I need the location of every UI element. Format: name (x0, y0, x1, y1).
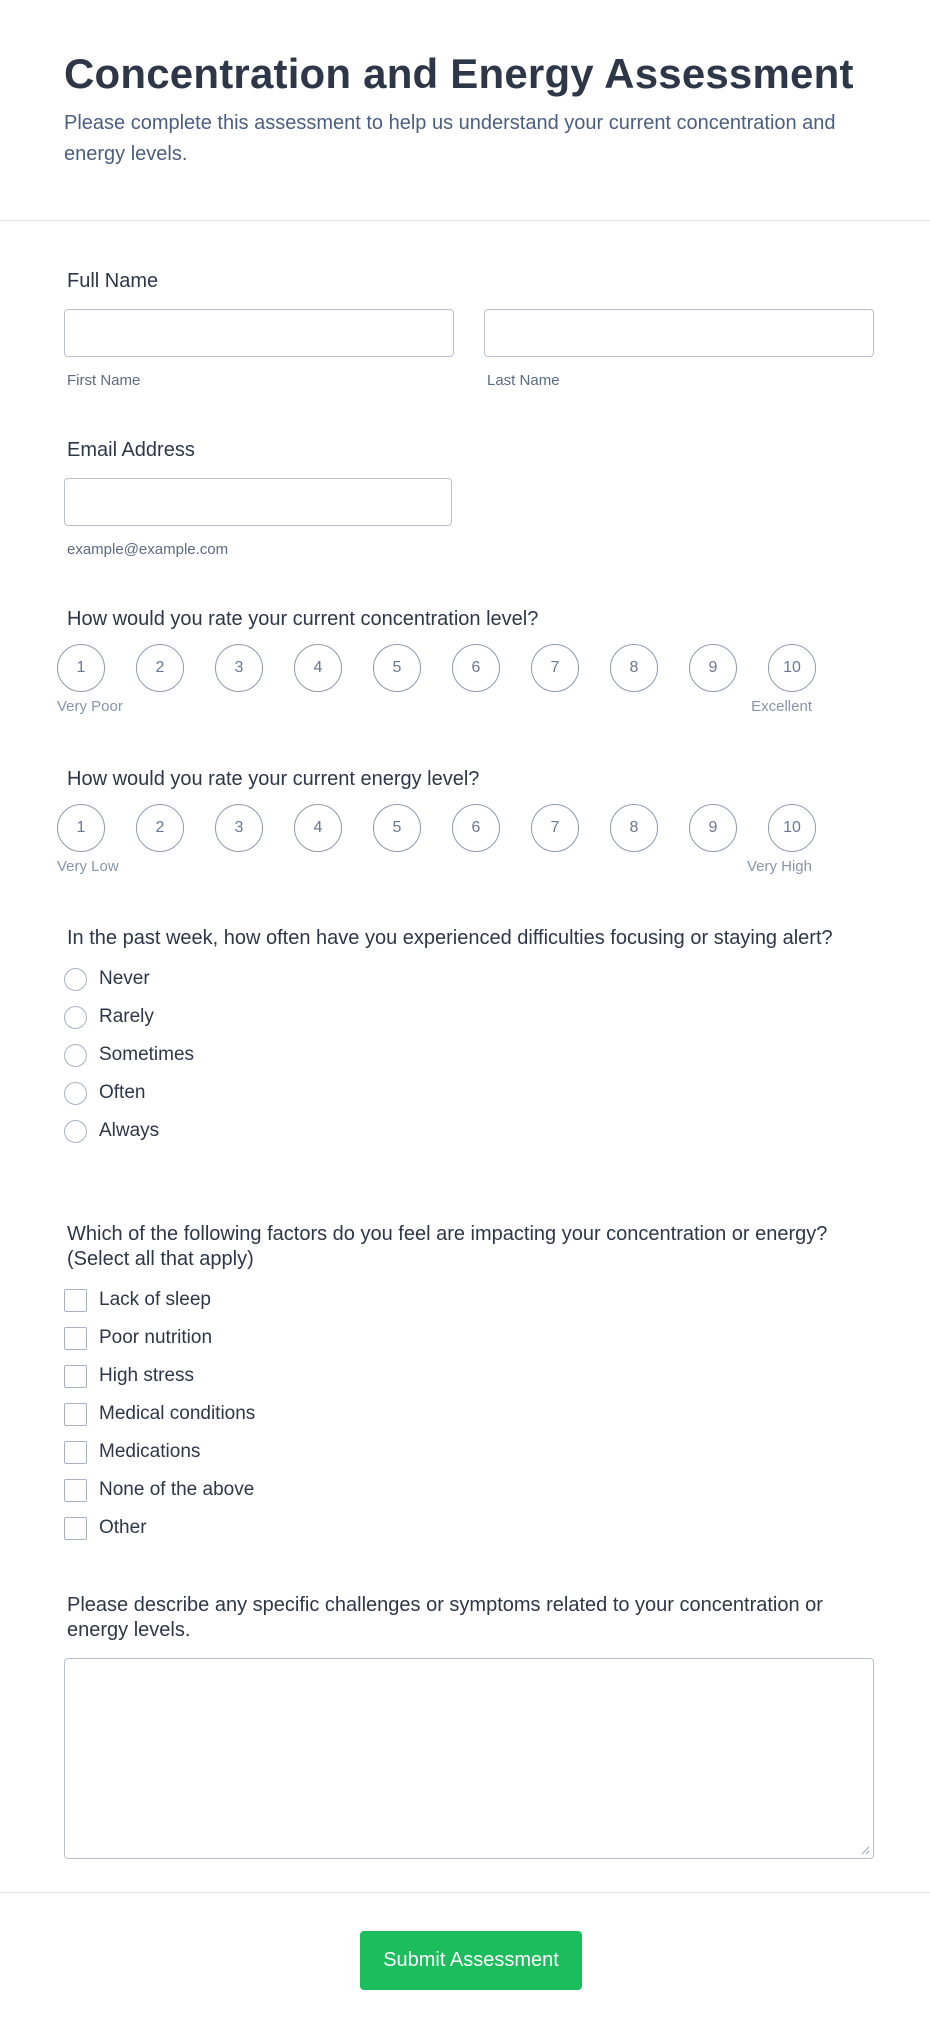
factors-section (64, 1222, 857, 1547)
concentration-min-label: Very Poor (57, 698, 123, 715)
last-name-sublabel: Last Name (487, 372, 560, 389)
difficulty-option-label: Always (99, 1120, 160, 1141)
full-name-label: Full Name (67, 270, 159, 292)
concentration-rating-option[interactable]: 2 (136, 644, 184, 692)
concentration-rating-option[interactable]: 6 (452, 644, 500, 692)
challenges-question: Please describe any specific challenges or symptoms related to your concentration or energy levels. (67, 1594, 823, 1641)
factors-question: Which of the following factors do you feel are impacting your concentration or energy? (Select all that apply) (67, 1223, 828, 1270)
energy-rating-option[interactable]: 10 (768, 804, 816, 852)
radio-button[interactable] (64, 1120, 87, 1143)
concentration-section (57, 607, 819, 715)
energy-rating-option[interactable]: 9 (689, 804, 737, 852)
email-label: Email Address (67, 439, 195, 461)
radio-button[interactable] (64, 968, 87, 991)
challenges-textarea[interactable] (64, 1658, 874, 1859)
difficulty-option[interactable] (64, 960, 833, 998)
concentration-max-label: Excellent (751, 698, 812, 715)
checkbox[interactable] (64, 1517, 87, 1540)
last-name-input[interactable] (484, 309, 874, 357)
difficulty-option-label: Rarely (99, 1006, 154, 1027)
energy-rating-option[interactable]: 6 (452, 804, 500, 852)
factors-option[interactable] (64, 1471, 857, 1509)
energy-max-label: Very High (746, 858, 812, 875)
factors-option-label: Lack of sleep (99, 1289, 211, 1310)
difficulty-option-label: Sometimes (99, 1044, 195, 1065)
page-title: Concentration and Energy Assessment (64, 50, 854, 97)
checkbox[interactable] (64, 1327, 87, 1350)
energy-rating-option[interactable]: 2 (136, 804, 184, 852)
page-description: Please complete this assessment to help us understand your current concentration and energy levels. (64, 112, 836, 165)
factors-option-label: Poor nutrition (99, 1327, 213, 1348)
difficulty-option[interactable] (64, 1112, 833, 1150)
concentration-rating-option[interactable]: 4 (294, 644, 342, 692)
factors-option-label: None of the above (99, 1479, 255, 1500)
concentration-rating (57, 644, 819, 692)
factors-option[interactable] (64, 1281, 857, 1319)
checkbox[interactable] (64, 1365, 87, 1388)
radio-button[interactable] (64, 1044, 87, 1067)
energy-rating-option[interactable]: 7 (531, 804, 579, 852)
full-name-section (64, 270, 874, 389)
first-name-sublabel: First Name (67, 372, 141, 389)
checkbox[interactable] (64, 1479, 87, 1502)
energy-rating-option[interactable]: 5 (373, 804, 421, 852)
difficulty-option-label: Often (99, 1082, 146, 1103)
checkbox[interactable] (64, 1403, 87, 1426)
energy-question: How would you rate your current energy level? (67, 768, 480, 790)
factors-option[interactable] (64, 1509, 857, 1547)
submit-button[interactable]: Submit Assessment (360, 1931, 582, 1990)
concentration-rating-option[interactable]: 1 (57, 644, 105, 692)
difficulty-question: In the past week, how often have you experienced difficulties focusing or staying alert? (67, 927, 833, 949)
factors-option-label: Other (99, 1517, 147, 1538)
difficulty-option[interactable] (64, 1074, 833, 1112)
energy-rating-option[interactable]: 3 (215, 804, 263, 852)
resize-grip-icon[interactable] (860, 1845, 870, 1855)
email-input[interactable] (64, 478, 452, 526)
factors-option[interactable] (64, 1319, 857, 1357)
factors-option-label: Medical conditions (99, 1403, 256, 1424)
difficulty-option[interactable] (64, 1036, 833, 1074)
email-hint: example@example.com (67, 541, 229, 558)
difficulty-options (64, 960, 833, 1150)
energy-rating-option[interactable]: 1 (57, 804, 105, 852)
concentration-rating-option[interactable]: 7 (531, 644, 579, 692)
concentration-rating-option[interactable]: 5 (373, 644, 421, 692)
difficulty-section (64, 926, 833, 1150)
factors-option-label: High stress (99, 1365, 195, 1386)
factors-option-label: Medications (99, 1441, 201, 1462)
radio-button[interactable] (64, 1006, 87, 1029)
concentration-rating-option[interactable]: 3 (215, 644, 263, 692)
energy-rating (57, 804, 819, 852)
challenges-section (64, 1593, 877, 1859)
email-section (64, 439, 452, 558)
difficulty-option[interactable] (64, 998, 833, 1036)
form-footer (0, 1892, 930, 2040)
first-name-input[interactable] (64, 309, 454, 357)
factors-options (64, 1281, 857, 1547)
energy-rating-option[interactable]: 8 (610, 804, 658, 852)
energy-rating-option[interactable]: 4 (294, 804, 342, 852)
factors-option[interactable] (64, 1433, 857, 1471)
difficulty-option-label: Never (99, 968, 150, 989)
energy-section (57, 767, 819, 875)
checkbox[interactable] (64, 1289, 87, 1312)
concentration-rating-option[interactable]: 10 (768, 644, 816, 692)
energy-min-label: Very Low (57, 858, 119, 875)
concentration-rating-option[interactable]: 9 (689, 644, 737, 692)
radio-button[interactable] (64, 1082, 87, 1105)
checkbox[interactable] (64, 1441, 87, 1464)
concentration-question: How would you rate your current concentration level? (67, 608, 539, 630)
factors-option[interactable] (64, 1395, 857, 1433)
concentration-rating-option[interactable]: 8 (610, 644, 658, 692)
form-header (0, 0, 930, 221)
factors-option[interactable] (64, 1357, 857, 1395)
